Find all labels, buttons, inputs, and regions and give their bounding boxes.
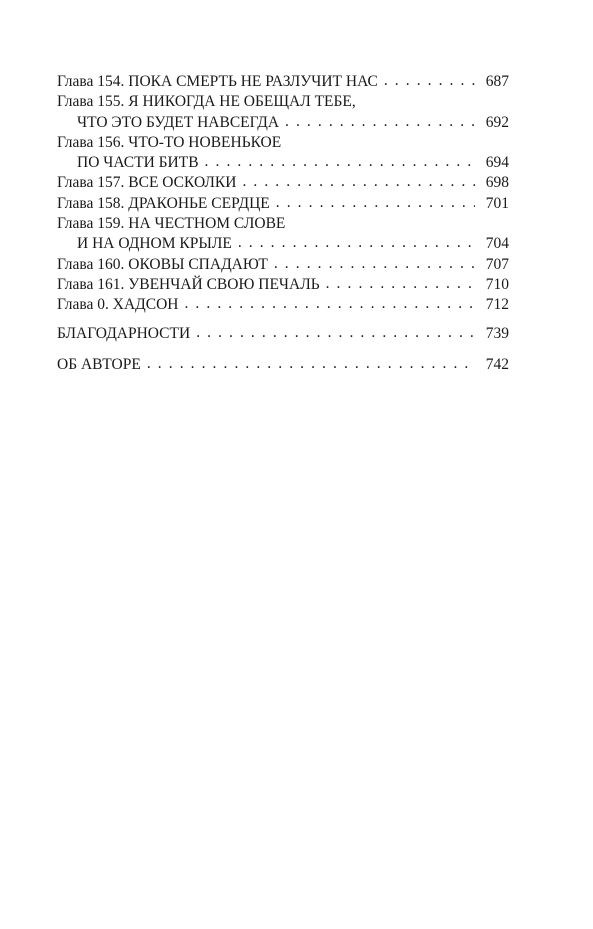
page-number: 687 — [485, 73, 509, 90]
toc-entry-chapter-161 — [57, 275, 509, 295]
page-number: 701 — [485, 194, 509, 212]
dot-leader — [147, 354, 475, 374]
toc-entry-chapter-158 — [57, 194, 509, 214]
toc-line — [57, 92, 509, 112]
page-number: 692 — [485, 113, 509, 131]
dot-leader — [205, 152, 475, 172]
toc-line — [57, 355, 509, 375]
chapter-title: Глава 158. ДРАКОНЬЕ СЕРДЦЕ — [57, 194, 270, 212]
chapter-title: Глава 156. ЧТО-ТО НОВЕНЬКОЕ — [57, 133, 282, 151]
dot-leader — [285, 112, 475, 132]
dot-leader — [238, 233, 475, 253]
dot-leader — [326, 274, 475, 294]
dot-leader — [276, 193, 475, 213]
page-number: 704 — [485, 235, 509, 253]
chapter-title: Глава 154. ПОКА СМЕРТЬ НЕ РАЗЛУЧИТ НАС — [57, 73, 378, 90]
toc-entry-chapter-157 — [57, 173, 509, 193]
toc-line — [57, 194, 509, 214]
page-number: 707 — [485, 255, 509, 273]
toc-line — [57, 324, 509, 344]
chapter-title-continuation: ЧТО ЭТО БУДЕТ НАВСЕГДА — [77, 113, 280, 131]
toc-line — [57, 173, 509, 193]
page-number: 712 — [485, 296, 509, 314]
toc-line-continuation — [57, 113, 509, 133]
page-number: 742 — [485, 355, 509, 373]
chapter-title: Глава 157. ВСЕ ОСКОЛКИ — [57, 174, 237, 192]
toc-line — [57, 133, 509, 153]
chapter-title: Глава 0. ХАДСОН — [57, 296, 179, 314]
page-number: 739 — [485, 324, 509, 342]
toc-entry-about-author — [57, 355, 509, 375]
toc-entry-chapter-0 — [57, 295, 509, 315]
table-of-contents — [57, 72, 509, 375]
toc-line-continuation — [57, 234, 509, 254]
chapter-title-continuation: И НА ОДНОМ КРЫЛЕ — [77, 235, 232, 253]
page-number: 694 — [485, 154, 509, 172]
chapter-title: Глава 161. УВЕНЧАЙ СВОЮ ПЕЧАЛЬ — [57, 275, 320, 293]
toc-line — [57, 275, 509, 295]
dot-leader — [184, 294, 475, 314]
chapter-title: Глава 155. Я НИКОГДА НЕ ОБЕЩАЛ ТЕБЕ, — [57, 93, 356, 111]
toc-line — [57, 72, 509, 92]
chapter-title-continuation: ПО ЧАСТИ БИТВ — [77, 154, 199, 172]
toc-entry-chapter-160 — [57, 255, 509, 275]
chapter-title: Глава 159. НА ЧЕСТНОМ СЛОВЕ — [57, 215, 286, 233]
dot-leader — [196, 323, 475, 343]
dot-leader — [274, 254, 475, 274]
page-number: 698 — [485, 174, 509, 192]
page-number: 710 — [485, 275, 509, 293]
toc-entry-chapter-156 — [57, 133, 509, 174]
section-title: БЛАГОДАРНОСТИ — [57, 324, 191, 342]
dot-leader — [242, 172, 475, 192]
toc-entry-chapter-154 — [57, 72, 509, 92]
chapter-title: Глава 160. ОКОВЫ СПАДАЮТ — [57, 255, 268, 273]
dot-leader — [384, 71, 475, 91]
toc-line — [57, 255, 509, 275]
toc-entry-chapter-155 — [57, 92, 509, 133]
toc-entry-acknowledgements — [57, 324, 509, 344]
section-title: ОБ АВТОРЕ — [57, 355, 141, 373]
toc-line — [57, 214, 509, 234]
toc-line — [57, 295, 509, 315]
toc-entry-chapter-159 — [57, 214, 509, 255]
toc-line-continuation — [57, 153, 509, 173]
